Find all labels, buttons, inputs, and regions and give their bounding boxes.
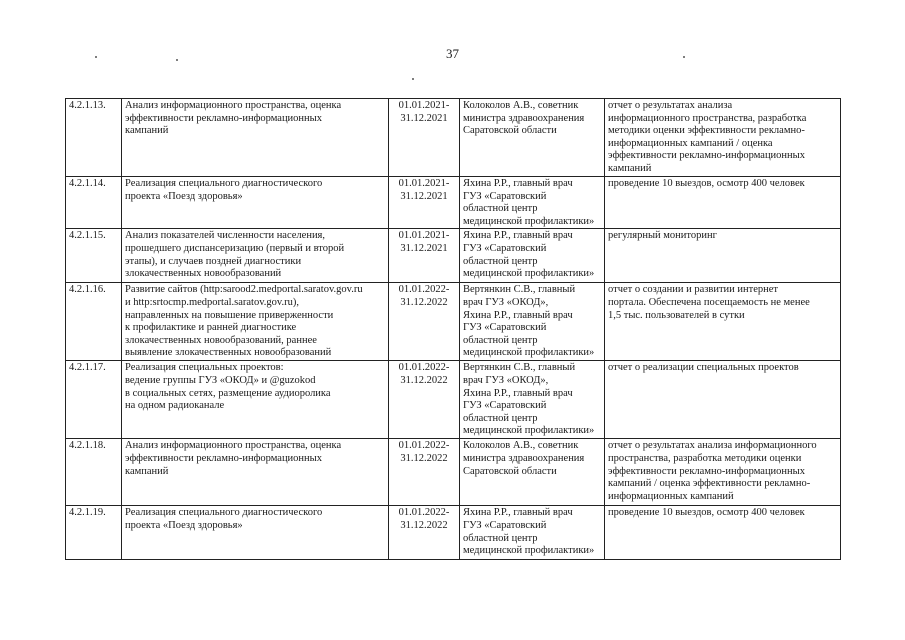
scan-speck <box>412 78 414 80</box>
period: 01.01.2021- 31.12.2021 <box>389 229 460 283</box>
period: 01.01.2021- 31.12.2021 <box>389 99 460 177</box>
event-description: Анализ информационного пространства, оценка эффективности рекламно-информационных кампаний <box>122 99 389 177</box>
event-description: Реализация специального диагностического проекта «Поезд здоровья» <box>122 506 389 560</box>
table-row <box>66 283 841 361</box>
expected-result: отчет о создании и развитии интернет портала. Обеспечена посещаемость не менее 1,5 тыс. пользователей в сутки <box>605 283 841 361</box>
expected-result: проведение 10 выездов, осмотр 400 человек <box>605 177 841 229</box>
page-number: 37 <box>446 46 459 61</box>
item-number: 4.2.1.16. <box>66 283 122 361</box>
period: 01.01.2021- 31.12.2021 <box>389 177 460 229</box>
period: 01.01.2022- 31.12.2022 <box>389 283 460 361</box>
table-row <box>66 177 841 229</box>
scan-speck <box>176 59 178 61</box>
table-row <box>66 361 841 439</box>
scan-speck <box>683 56 685 58</box>
responsible-person: Яхина Р.Р., главный врач ГУЗ «Саратовский областной центр медицинской профилактики» <box>460 229 605 283</box>
expected-result: отчет о реализации специальных проектов <box>605 361 841 439</box>
period: 01.01.2022- 31.12.2022 <box>389 361 460 439</box>
responsible-person: Колоколов А.В., советник министра здравоохранения Саратовской области <box>460 439 605 506</box>
measures-table <box>65 98 841 560</box>
event-description: Анализ показателей численности населения, прошедшего диспансеризацию (первый и второй этапы), и случаев поздней диагностики злокачественных новообразований <box>122 229 389 283</box>
expected-result: регулярный мониторинг <box>605 229 841 283</box>
scan-speck <box>95 56 97 58</box>
event-description: Развитие сайтов (http:sarood2.medportal.saratov.gov.ru и http:srtocmp.medportal.saratov.gov.ru), направленных на повышение приверженности к профилактике и ранней диагностике злокачественных новообразований, раннее выявление злокачественных новообразований <box>122 283 389 361</box>
item-number: 4.2.1.13. <box>66 99 122 177</box>
item-number: 4.2.1.15. <box>66 229 122 283</box>
table-row <box>66 229 841 283</box>
table-row <box>66 506 841 560</box>
responsible-person: Яхина Р.Р., главный врач ГУЗ «Саратовский областной центр медицинской профилактики» <box>460 177 605 229</box>
item-number: 4.2.1.19. <box>66 506 122 560</box>
item-number: 4.2.1.18. <box>66 439 122 506</box>
item-number: 4.2.1.14. <box>66 177 122 229</box>
responsible-person: Колоколов А.В., советник министра здравоохранения Саратовской области <box>460 99 605 177</box>
event-description: Реализация специальных проектов: ведение группы ГУЗ «ОКОД» и @guzokod в социальных сетях, размещение аудиоролика на одном радиоканале <box>122 361 389 439</box>
responsible-person: Яхина Р.Р., главный врач ГУЗ «Саратовский областной центр медицинской профилактики» <box>460 506 605 560</box>
expected-result: проведение 10 выездов, осмотр 400 человек <box>605 506 841 560</box>
item-number: 4.2.1.17. <box>66 361 122 439</box>
responsible-person: Вертянкин С.В., главный врач ГУЗ «ОКОД», Яхина Р.Р., главный врач ГУЗ «Саратовский областной центр медицинской профилактики» <box>460 361 605 439</box>
event-description: Анализ информационного пространства, оценка эффективности рекламно-информационных кампаний <box>122 439 389 506</box>
expected-result: отчет о результатах анализа информационного пространства, разработка методики оценки эффективности рекламно- информационных кампаний / оценка эффективности рекламно-информационных кампаний <box>605 99 841 177</box>
expected-result: отчет о результатах анализа информационного пространства, разработка методики оценки эффективности рекламно-информационных кампаний / оценка эффективности рекламно- информационных кампаний <box>605 439 841 506</box>
period: 01.01.2022- 31.12.2022 <box>389 506 460 560</box>
table-row <box>66 99 841 177</box>
period: 01.01.2022- 31.12.2022 <box>389 439 460 506</box>
table-row <box>66 439 841 506</box>
responsible-person: Вертянкин С.В., главный врач ГУЗ «ОКОД», Яхина Р.Р., главный врач ГУЗ «Саратовский областной центр медицинской профилактики» <box>460 283 605 361</box>
event-description: Реализация специального диагностического проекта «Поезд здоровья» <box>122 177 389 229</box>
